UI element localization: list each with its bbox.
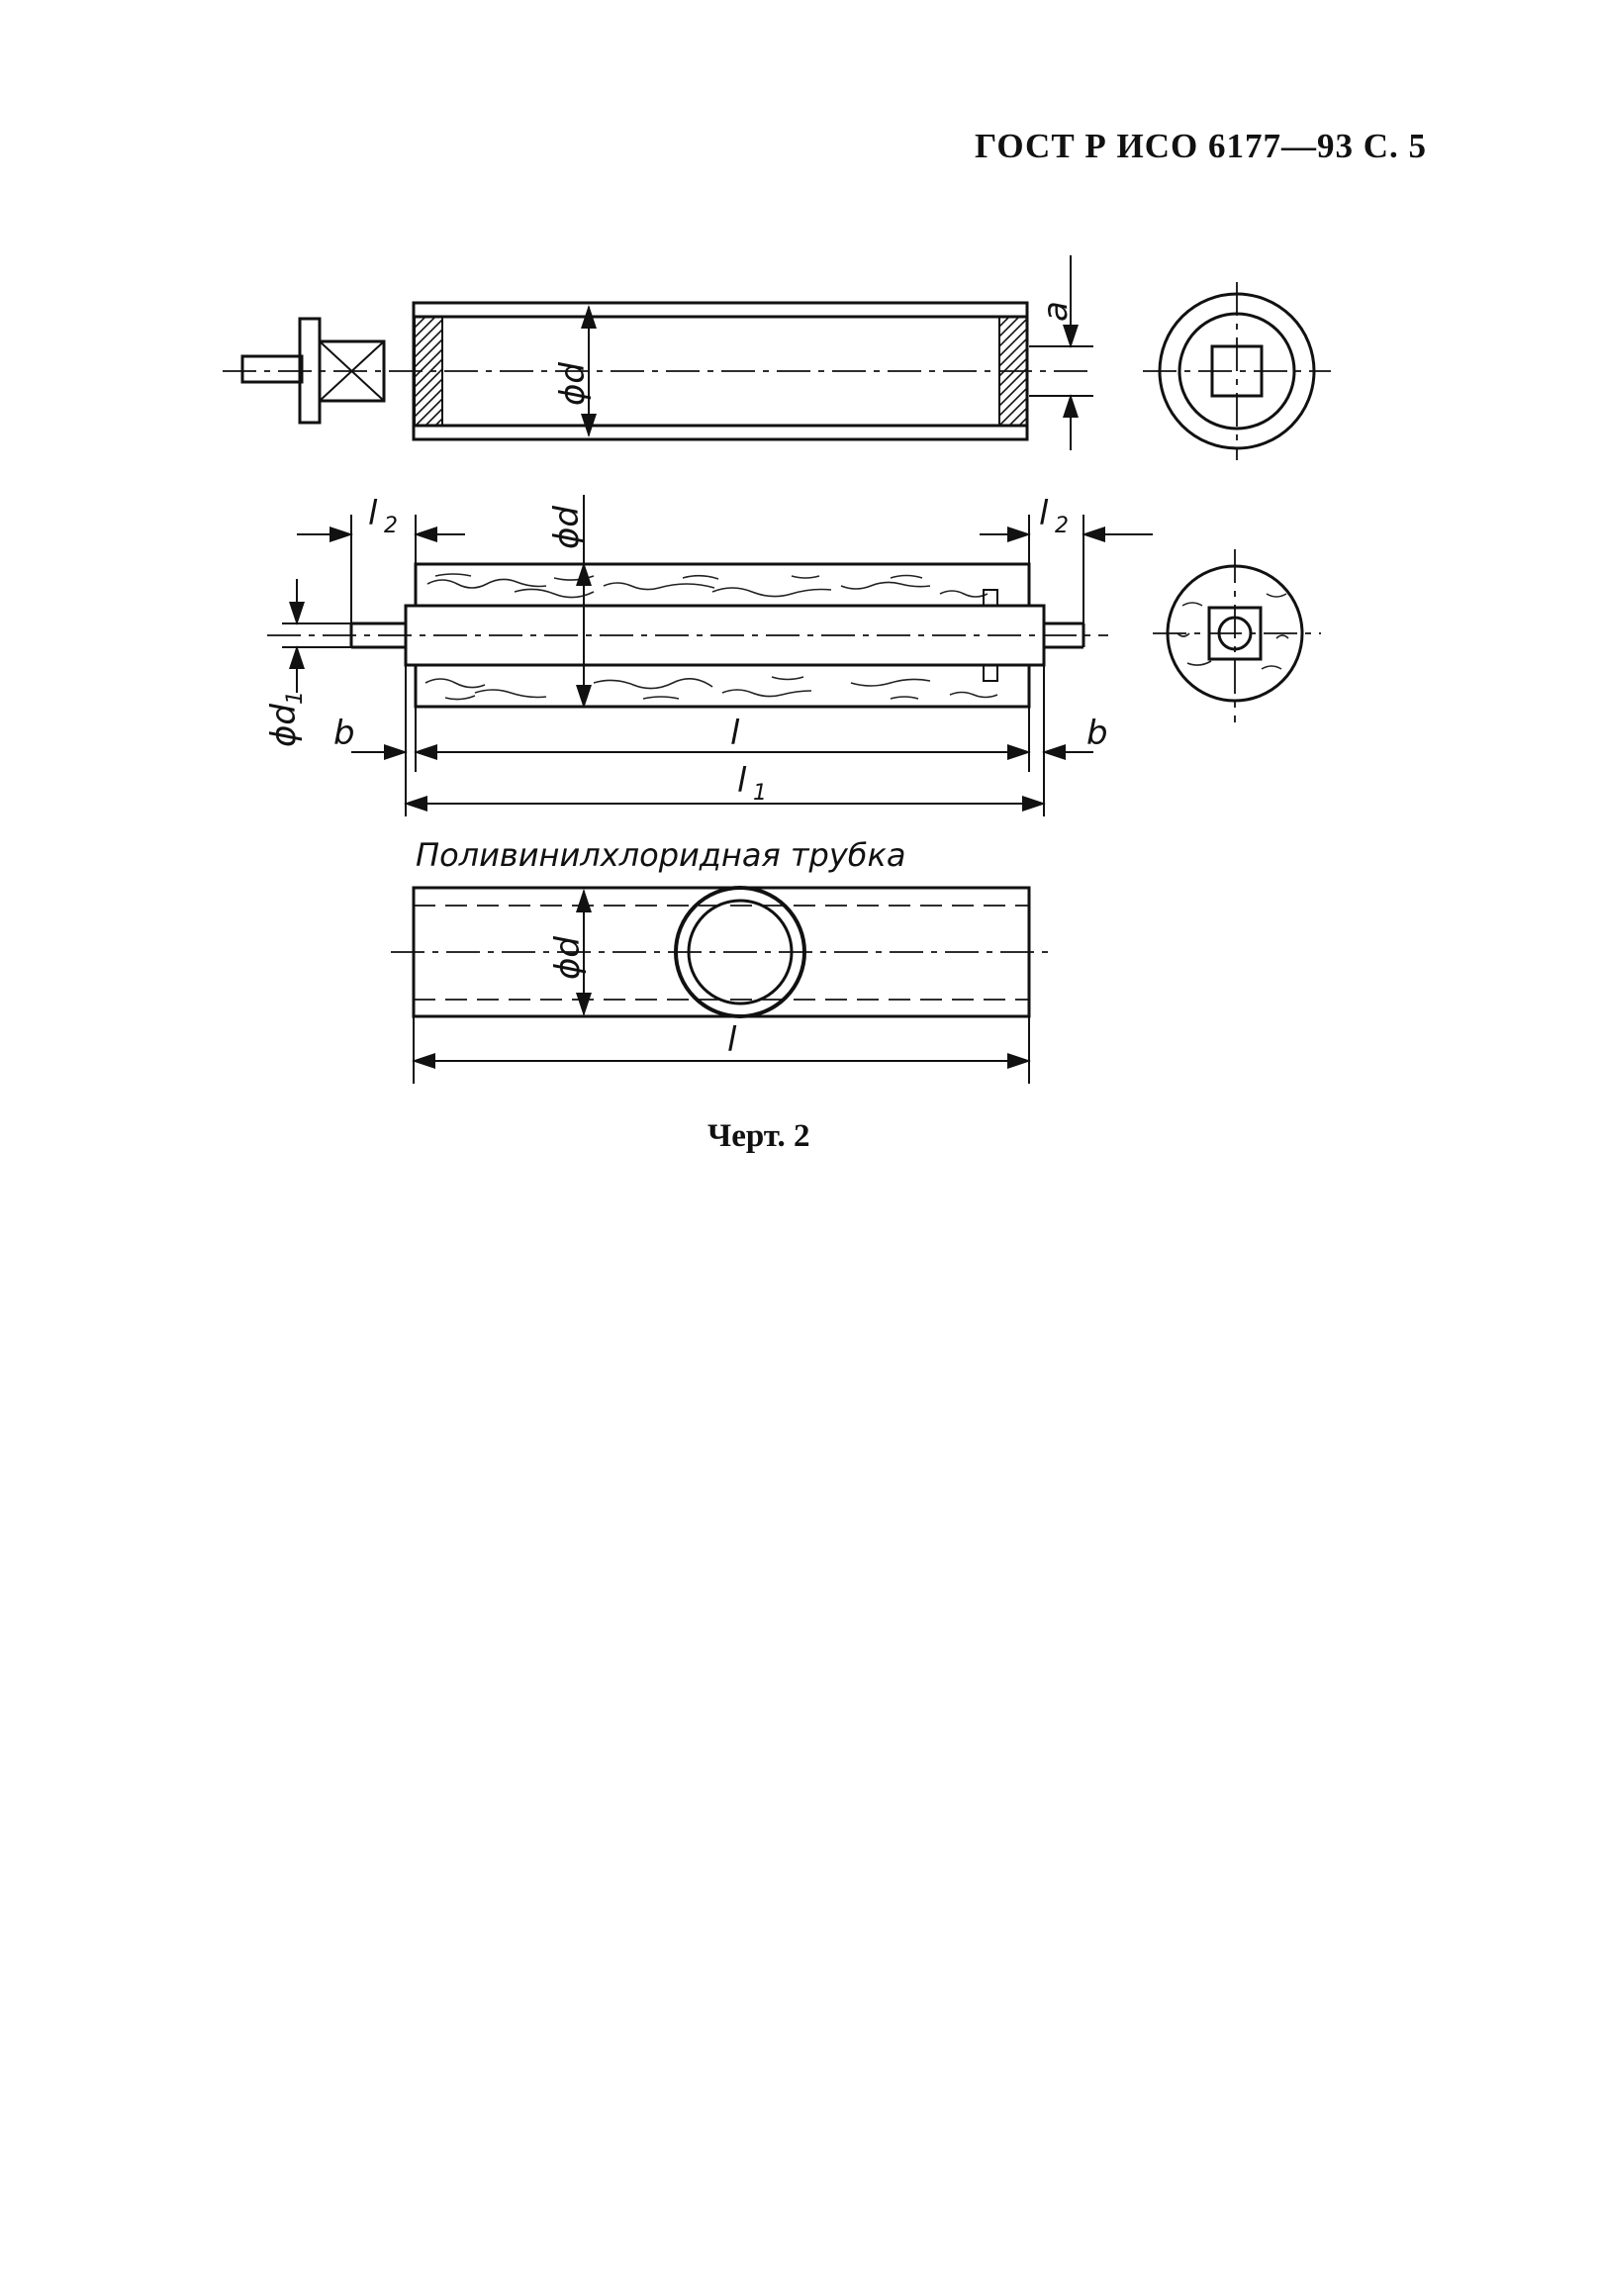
- dim-phi-d1-sub: 1: [283, 691, 308, 705]
- dim-l-roller: l: [730, 714, 740, 753]
- dim-phi-d1: ϕd: [264, 703, 304, 747]
- dim-phi-d-tube: ϕd: [548, 935, 588, 980]
- dim-l2-left-sub: 2: [384, 514, 398, 538]
- dim-phi-d-top: ϕd: [553, 361, 593, 406]
- view-frame-side: [223, 255, 1093, 450]
- pvc-tube-label: Поливинилхлоридная трубка: [416, 836, 906, 874]
- dim-l2-right-sub: 2: [1055, 514, 1069, 538]
- dim-l2-left: l: [368, 494, 378, 533]
- dim-l1: l: [737, 761, 747, 801]
- dim-b-right: b: [1086, 714, 1108, 753]
- view-roller-end: [1153, 549, 1321, 722]
- dim-phi-d-roller: ϕd: [547, 505, 587, 549]
- dim-l-tube: l: [727, 1020, 737, 1060]
- figure-caption: Черт. 2: [707, 1118, 810, 1154]
- dim-l1-sub: 1: [753, 781, 767, 806]
- dim-a: a: [1036, 301, 1076, 322]
- page-header: ГОСТ Р ИСО 6177—93 С. 5: [975, 127, 1428, 165]
- dim-b-left: b: [333, 714, 355, 753]
- view-pvc-tube: [391, 888, 1054, 1084]
- dim-l2-right: l: [1039, 494, 1049, 533]
- view-roller-side: [264, 494, 1153, 816]
- view-frame-end: [1143, 282, 1331, 460]
